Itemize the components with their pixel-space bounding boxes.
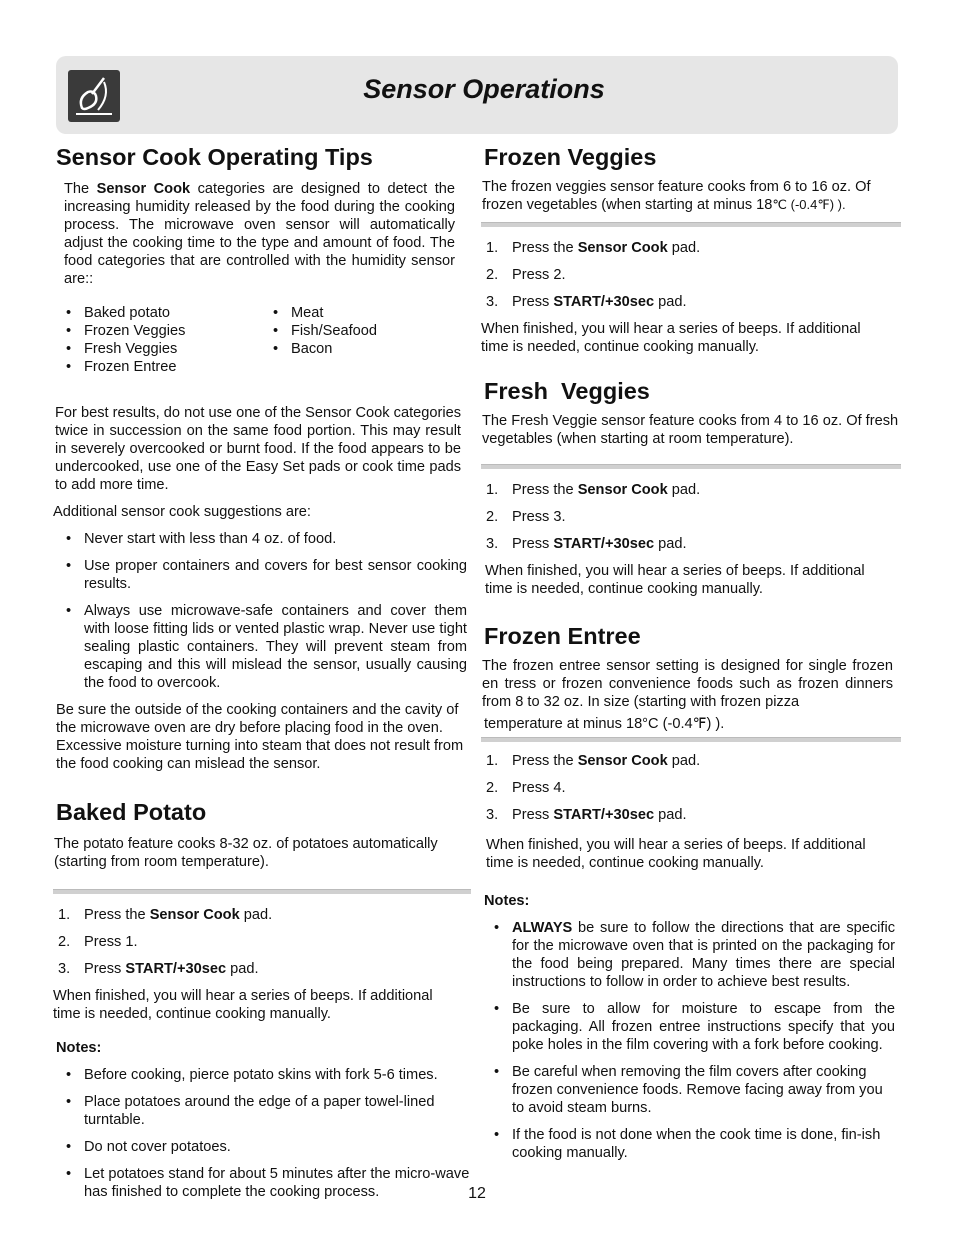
- frozen-entree-desc-temp: temperature at minus 18°C (-0.4℉) ).: [484, 716, 725, 732]
- divider: [481, 737, 901, 742]
- step-2: 2. Press 4.: [486, 780, 566, 796]
- list-item: • Let potatoes stand for about 5 minutes after the micro-wave has finished to complete the cooking process.: [53, 1165, 471, 1201]
- step-1: 1. Press the Sensor Cook pad.: [58, 907, 273, 923]
- frozen-entree-heading: Frozen Entree: [484, 623, 641, 649]
- right-column: [481, 142, 901, 1162]
- step-1: 1. Press the Sensor Cook pad.: [486, 240, 701, 256]
- list-item: • Never start with less than 4 oz. of food.: [53, 530, 467, 548]
- list-item: • Fresh Veggies: [53, 340, 260, 358]
- best-results-text: For best results, do not use one of the Sensor Cook categories twice in succession on the same food portion. This may result in severely overcooked or burnt food. If the food appears to be undercooked, use one of the Easy Set pads or cook time pads to add more time.: [55, 405, 461, 493]
- suggestion-list: [53, 530, 467, 692]
- category-list-left: [53, 304, 260, 376]
- step-1: 1. Press the Sensor Cook pad.: [486, 753, 701, 769]
- step-3: 3. Press START/+30sec pad.: [486, 294, 687, 310]
- frozen-veggies-steps: [481, 239, 901, 311]
- frozen-veggies-heading: Frozen Veggies: [484, 144, 657, 170]
- step-1: 1. Press the Sensor Cook pad.: [486, 482, 701, 498]
- step-2: 2. Press 2.: [486, 267, 566, 283]
- frozen-entree-notes-heading: Notes:: [484, 893, 530, 909]
- fresh-veggies-finished: When finished, you will hear a series of beeps. If additional time is needed, continue cooking manually.: [485, 563, 865, 597]
- tips-intro: The Sensor Cook categories are designed to detect the increasing humidity released by the food during the cooking process. The microwave oven sensor will automatically adjust the cooking time to the type and amount of food. The food categories that are controlled with the humidity sensor are::: [64, 181, 456, 287]
- list-item: • Meat: [260, 304, 467, 322]
- divider: [481, 464, 901, 469]
- step-3: 3. Press START/+30sec pad.: [486, 807, 687, 823]
- baked-potato-heading: Baked Potato: [56, 799, 207, 825]
- additional-suggestions: Additional sensor cook suggestions are:: [53, 504, 311, 520]
- category-list: [53, 304, 471, 376]
- divider: [53, 889, 471, 894]
- step-2: 2. Press 1.: [58, 934, 138, 950]
- list-item: • Place potatoes around the edge of a paper towel-lined turntable.: [53, 1093, 471, 1129]
- frozen-entree-desc: The frozen entree sensor setting is designed for single frozen en tress or frozen convenience foods such as frozen dinners from 8 to 32 oz. In size (starting with frozen pizza: [482, 658, 893, 710]
- list-item: • Always use microwave-safe containers and cover them with loose fitting lids or vented plastic wrap. Never use tight sealing plastic containers. They will prevent steam from escaping and this will mislead the sensor, usually causing the food to overcook.: [53, 602, 467, 692]
- baked-potato-notes: [53, 1066, 471, 1201]
- outside-dry-text: Be sure the outside of the cooking containers and the cavity of the microwave oven are dry before placing food in the oven. Excessive moisture turning into steam that does not result from the food cooking can mislead the sensor.: [56, 702, 464, 772]
- step-3: 3. Press START/+30sec pad.: [486, 536, 687, 552]
- frozen-entree-finished: When finished, you will hear a series of beeps. If additional time is needed, continue cooking manually.: [486, 837, 866, 871]
- category-list-right: [260, 304, 467, 376]
- list-item: • Use proper containers and covers for best sensor cooking results.: [53, 557, 467, 593]
- baked-potato-finished: When finished, you will hear a series of beeps. If additional time is needed, continue cooking manually.: [53, 988, 433, 1022]
- step-2: 2. Press 3.: [486, 509, 566, 525]
- frozen-veggies-desc: The frozen veggies sensor feature cooks from 6 to 16 oz. Of frozen vegetables (when starting at minus 18℃ (-0.4℉) ).: [482, 179, 871, 213]
- list-item: • ALWAYS be sure to follow the directions that are specific for the microwave oven that is printed on the packaging for the food being prepared. Many times there are special instructions to follow in order to achieve best results.: [481, 919, 895, 991]
- list-item: • Baked potato: [53, 304, 260, 322]
- baked-potato-desc: The potato feature cooks 8-32 oz. of potatoes automatically (starting from room temperature).: [54, 836, 438, 870]
- left-column: [53, 142, 471, 1201]
- list-item: • Frozen Veggies: [53, 322, 260, 340]
- divider: [481, 222, 901, 227]
- page-title: Sensor Operations: [363, 74, 605, 104]
- list-item: • Be careful when removing the film covers after cooking frozen convenience foods. Remove facing away from you to avoid steam burns.: [481, 1063, 895, 1117]
- fresh-veggies-steps: [481, 481, 901, 553]
- list-item: • Do not cover potatoes.: [53, 1138, 471, 1156]
- list-item: • Frozen Entree: [53, 358, 260, 376]
- baked-potato-notes-heading: Notes:: [56, 1040, 102, 1056]
- list-item: • Bacon: [260, 340, 467, 358]
- list-item: • If the food is not done when the cook time is done, fin-ish cooking manually.: [481, 1126, 895, 1162]
- list-item: • Be sure to allow for moisture to escape from the packaging. All frozen entree instructions specify that you poke holes in the film covering with a fork before cooking.: [481, 1000, 895, 1054]
- frozen-veggies-finished: When finished, you will hear a series of beeps. If additional time is needed, continue cooking manually.: [481, 321, 861, 355]
- step-3: 3. Press START/+30sec pad.: [58, 961, 259, 977]
- fresh-veggies-heading: Fresh Veggies: [484, 378, 650, 404]
- tips-heading: Sensor Cook Operating Tips: [56, 144, 373, 170]
- frozen-entree-steps: [481, 752, 901, 824]
- list-item: • Fish/Seafood: [260, 322, 467, 340]
- frozen-entree-notes: [481, 919, 895, 1162]
- fresh-veggies-desc: The Fresh Veggie sensor feature cooks from 4 to 16 oz. Of fresh vegetables (when starting at room temperature).: [482, 413, 899, 447]
- baked-potato-steps: [53, 906, 471, 978]
- list-item: • Before cooking, pierce potato skins with fork 5-6 times.: [53, 1066, 471, 1084]
- page-number: 12: [468, 1185, 486, 1202]
